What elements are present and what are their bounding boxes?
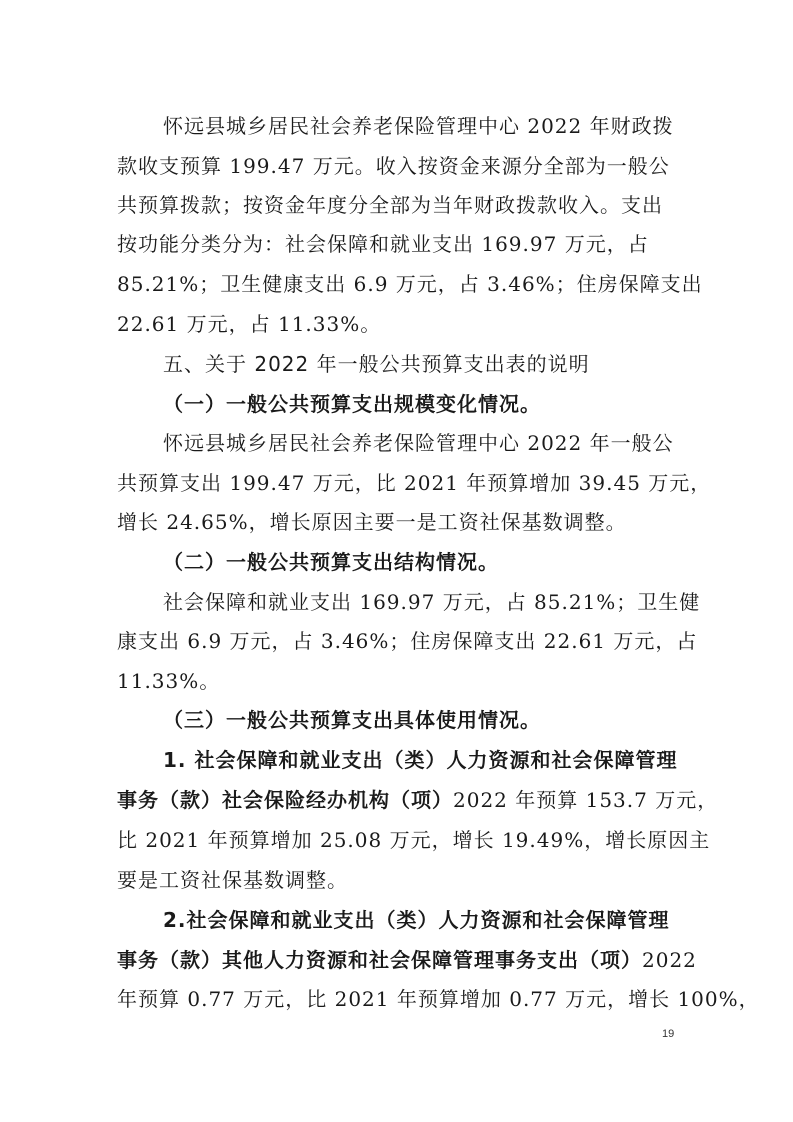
item-1-line-2-bold: 事务（款）社会保险经办机构（项） <box>117 788 453 812</box>
section-5-heading: 五、关于 2022 年一般公共预算支出表的说明 <box>163 352 590 376</box>
paragraph-2-line-2: 共预算支出 199.47 万元，比 2021 年预算增加 39.45 万元， <box>117 471 712 495</box>
page-number: 19 <box>662 1028 675 1040</box>
item-1-line-3: 比 2021 年预算增加 25.08 万元，增长 19.49%，增长原因主 <box>117 828 711 852</box>
item-1-line-2 <box>117 786 718 814</box>
paragraph-3-line-3: 11.33%。 <box>117 669 221 693</box>
item-2-line-1: 2.社会保障和就业支出（类）人力资源和社会保障管理 <box>163 908 670 932</box>
paragraph-1-line-6: 22.61 万元，占 11.33%。 <box>117 312 382 336</box>
sub-3-heading: （三）一般公共预算支出具体使用情况。 <box>163 708 541 732</box>
item-2-line-3: 年预算 0.77 万元，比 2021 年预算增加 0.77 万元，增长 100%， <box>117 987 760 1011</box>
item-2-line-2-rest: 2022 <box>642 948 697 972</box>
paragraph-1-line-5: 85.21%；卫生健康支出 6.9 万元，占 3.46%；住房保障支出 <box>117 272 703 296</box>
paragraph-1-line-4: 按功能分类分为：社会保障和就业支出 169.97 万元，占 <box>117 232 649 256</box>
paragraph-1-line-1: 怀远县城乡居民社会养老保险管理中心 2022 年财政拨 <box>163 114 674 138</box>
item-1-line-4: 要是工资社保基数调整。 <box>117 868 348 892</box>
paragraph-2-line-1: 怀远县城乡居民社会养老保险管理中心 2022 年一般公 <box>163 431 674 455</box>
paragraph-1-line-2: 款收支预算 199.47 万元。收入按资金来源分全部为一般公 <box>117 154 670 178</box>
paragraph-1-line-3: 共预算拨款；按资金年度分全部为当年财政拨款收入。支出 <box>117 193 663 217</box>
item-1-line-1: 1. 社会保障和就业支出（类）人力资源和社会保障管理 <box>163 748 678 772</box>
paragraph-3-line-1: 社会保障和就业支出 169.97 万元，占 85.21%；卫生健 <box>163 590 701 614</box>
item-2-line-2-bold: 事务（款）其他人力资源和社会保障管理事务支出（项） <box>117 948 642 972</box>
item-2-line-2 <box>117 946 697 974</box>
sub-1-heading: （一）一般公共预算支出规模变化情况。 <box>163 392 541 416</box>
item-1-line-2-rest: 2022 年预算 153.7 万元， <box>453 788 719 812</box>
paragraph-2-line-3: 增长 24.65%，增长原因主要一是工资社保基数调整。 <box>117 510 627 534</box>
paragraph-3-line-2: 康支出 6.9 万元，占 3.46%；住房保障支出 22.61 万元，占 <box>117 629 698 653</box>
sub-2-heading: （二）一般公共预算支出结构情况。 <box>163 550 499 574</box>
